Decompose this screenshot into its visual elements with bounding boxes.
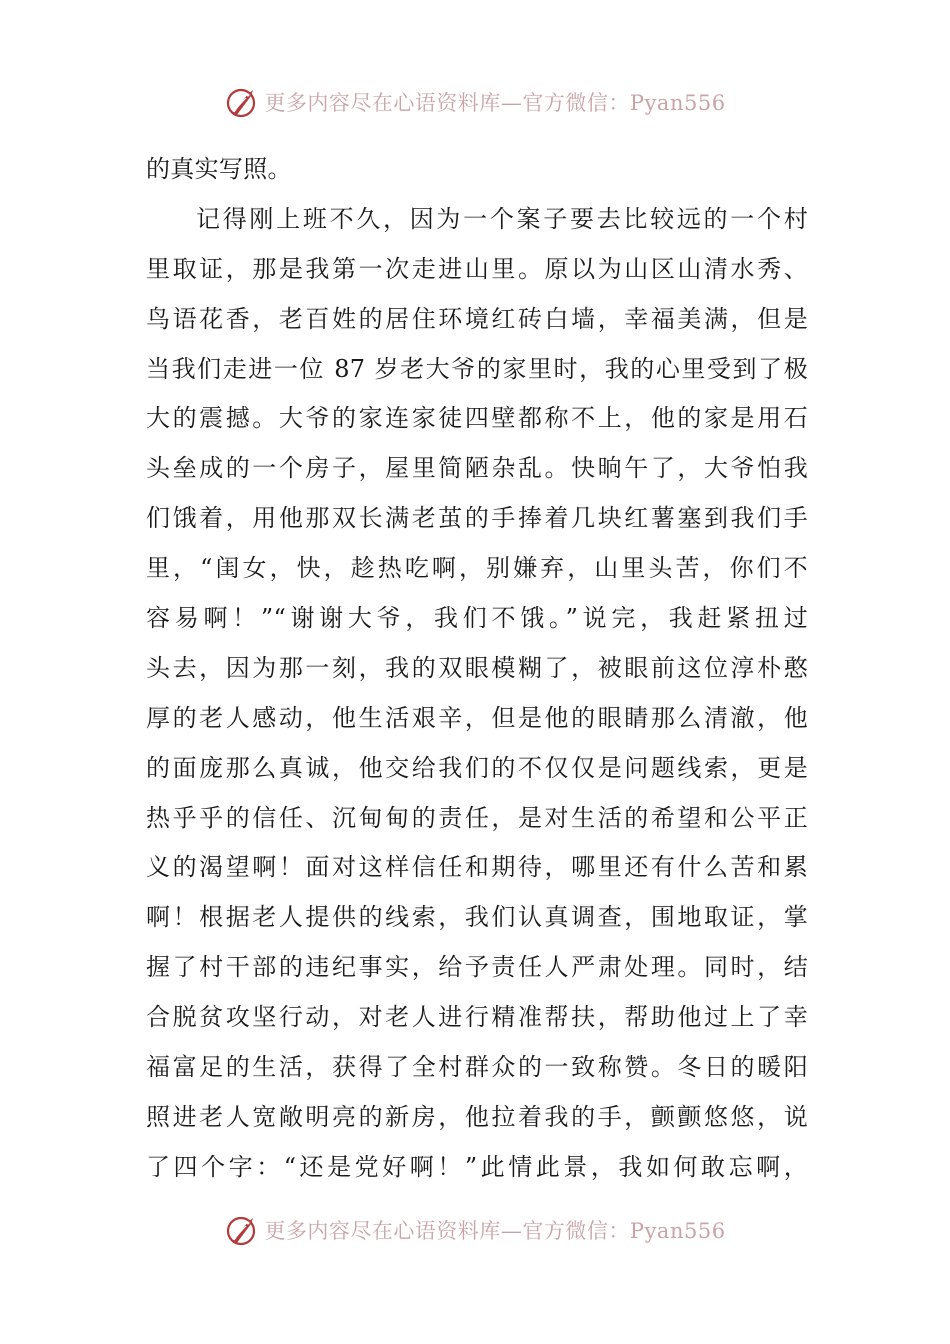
paragraph-line: 鸟语花香，老百姓的居住环境红砖白墙，幸福美满，但是 xyxy=(146,304,808,333)
paragraph-line: 头垒成的一个房子，屋里简陋杂乱。快晌午了，大爷怕我 xyxy=(146,454,808,483)
paragraph-line: 当我们走进一位 87 岁老大爷的家里时，我的心里受到了极 xyxy=(146,354,808,383)
paragraph-line: 的面庞那么真诚，他交给我们的不仅仅是问题线索，更是 xyxy=(146,753,808,782)
paragraph-line: 热乎乎的信任、沉甸甸的责任，是对生活的希望和公平正 xyxy=(146,803,808,832)
paragraph-line: 里取证，那是我第一次走进山里。原以为山区山清水秀、 xyxy=(146,254,808,283)
paragraph-line: 记得刚上班不久，因为一个案子要去比较远的一个村 xyxy=(196,204,808,233)
paragraph-line: 们饿着，用他那双长满老茧的手捧着几块红薯塞到我们手 xyxy=(146,504,808,533)
paragraph-line: 握了村干部的违纪事实，给予责任人严肃处理。同时，结 xyxy=(146,953,808,982)
paragraph-line: 厚的老人感动，他生活艰辛，但是他的眼睛那么清澈，他 xyxy=(146,703,808,732)
header-watermark-banner xyxy=(0,82,950,122)
paragraph-line: 义的渴望啊！面对这样信任和期待，哪里还有什么苦和累 xyxy=(146,853,808,882)
paragraph-line: 里，“闺女，快，趁热吃啊，别嫌弃，山里头苦，你们不 xyxy=(146,554,808,583)
footer-watermark-text: 更多内容尽在心语资料库—官方微信：Pyan556 xyxy=(264,1219,726,1243)
paragraph-line: 容易啊！”“谢谢大爷，我们不饿。”说完，我赶紧扭过 xyxy=(146,604,808,633)
paragraph-line: 啊！根据老人提供的线索，我们认真调查，围地取证，掌 xyxy=(146,903,808,932)
paragraph-line: 的真实写照。 xyxy=(146,155,292,183)
footer-watermark-banner xyxy=(0,1210,950,1250)
paragraph-line: 了四个字：“还是党好啊！”此情此景，我如何敢忘啊， xyxy=(146,1152,808,1181)
header-watermark-text: 更多内容尽在心语资料库—官方微信：Pyan556 xyxy=(264,91,726,115)
paragraph-line: 大的震撼。大爷的家连家徒四壁都称不上，他的家是用石 xyxy=(146,404,808,433)
document-body xyxy=(146,145,808,1193)
paragraph-line: 头去，因为那一刻，我的双眼模糊了，被眼前这位淳朴憨 xyxy=(146,653,808,682)
paragraph-line: 福富足的生活，获得了全村群众的一致称赞。冬日的暖阳 xyxy=(146,1053,808,1082)
paragraph-line: 照进老人宽敞明亮的新房，他拉着我的手，颤颤悠悠，说 xyxy=(146,1102,808,1131)
pen-nib-circle-logo-icon xyxy=(224,1212,260,1248)
paragraph-line: 合脱贫攻坚行动，对老人进行精准帮扶，帮助他过上了幸 xyxy=(146,1003,808,1032)
pen-nib-circle-logo-icon xyxy=(224,84,260,120)
